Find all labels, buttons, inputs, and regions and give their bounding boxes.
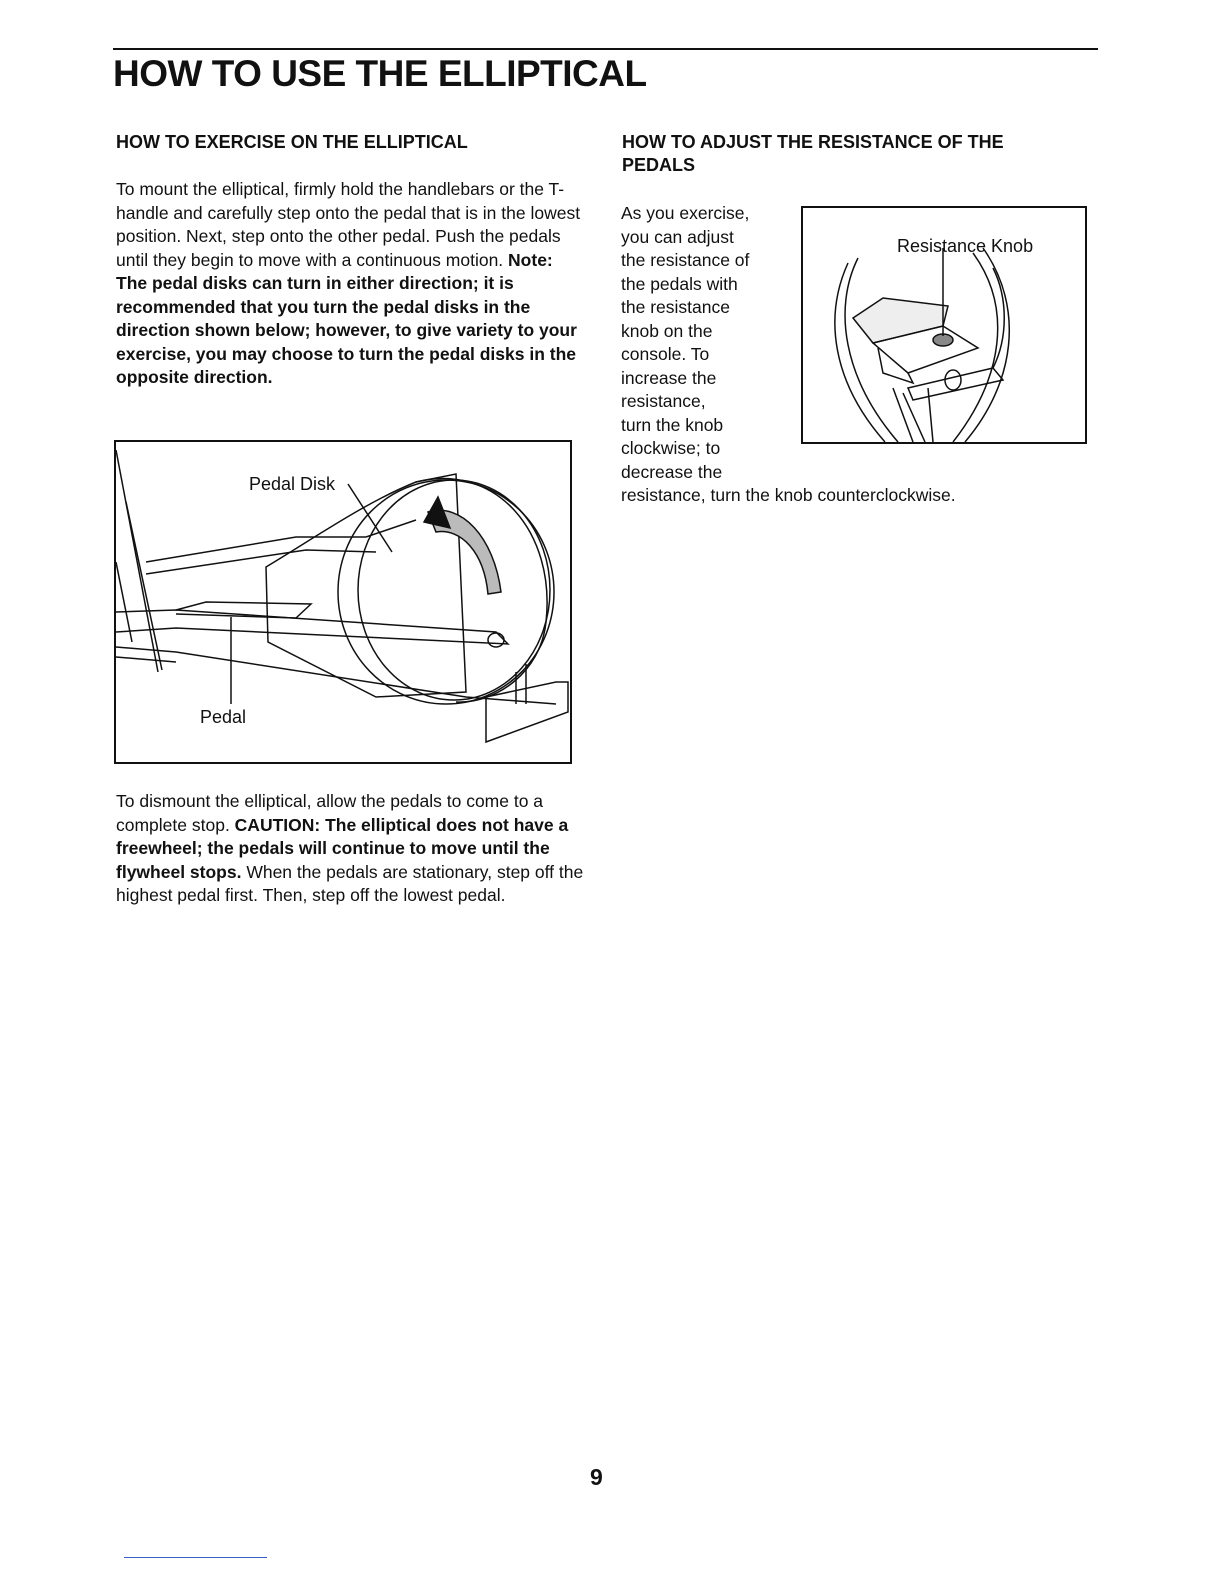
resistance-line: resistance,: [621, 391, 706, 411]
resistance-line: knob on the: [621, 320, 713, 341]
dismount-caution: CAUTION: The elliptical does not have a freewheel; the pedals will continue to move until the flywheel stops.: [116, 814, 569, 882]
mount-note: Note: The pedal disks can turn in either direction; it is recommended that you turn the pedal disks in the direction shown below; however, to give variety to your exercise, you may choose to turn the pedal disks in the opposite direction.: [116, 249, 577, 387]
page-number: 9: [590, 1464, 603, 1490]
dismount-paragraph: [116, 790, 586, 908]
elliptical-illustration: [116, 442, 570, 762]
exercise-heading: HOW TO EXERCISE ON THE ELLIPTICAL: [116, 132, 468, 152]
pedal-label: Pedal: [200, 707, 247, 727]
resistance-line: turn the knob: [621, 414, 724, 435]
resistance-line: console. To: [621, 344, 710, 364]
title-rule: [113, 48, 1098, 50]
page-title: HOW TO USE THE ELLIPTICAL: [113, 53, 647, 94]
resistance-knob-label: Resistance Knob: [897, 236, 1034, 256]
resistance-line: As you exercise,: [621, 203, 750, 223]
dismount-text-end: When the pedals are stationary, step off the highest pedal first. Then, step off the lowest pedal.: [116, 861, 584, 905]
resistance-line: the resistance: [621, 297, 730, 317]
resistance-line: decrease the: [621, 461, 723, 482]
resistance-line: clockwise; to: [621, 438, 721, 458]
pedal-disk-figure: [114, 440, 572, 764]
dismount-text: To dismount the elliptical, allow the pedals to come to a complete stop.: [116, 791, 544, 835]
resistance-knob-figure: [801, 206, 1087, 444]
resistance-line: the pedals with: [621, 273, 738, 294]
pedal-disk-label: Pedal Disk: [249, 474, 336, 494]
resistance-heading: HOW TO ADJUST THE RESISTANCE OF THE PEDALS: [622, 132, 1004, 175]
resistance-paragraph-tail: resistance, turn the knob counterclockwise.: [621, 485, 956, 505]
resistance-line: increase the: [621, 367, 717, 388]
mount-paragraph: [116, 178, 586, 390]
resistance-paragraph: [621, 202, 801, 484]
mount-text: To mount the elliptical, firmly hold the handlebars or the T-handle and carefully step onto the pedal that is in the lowest position. Next, step onto the other pedal. Push the pedals until they begin to move with a continuous motion.: [116, 179, 581, 270]
footer-line: [124, 1557, 267, 1558]
resistance-line: the resistance of: [621, 250, 750, 270]
resistance-line: you can adjust: [621, 226, 734, 247]
